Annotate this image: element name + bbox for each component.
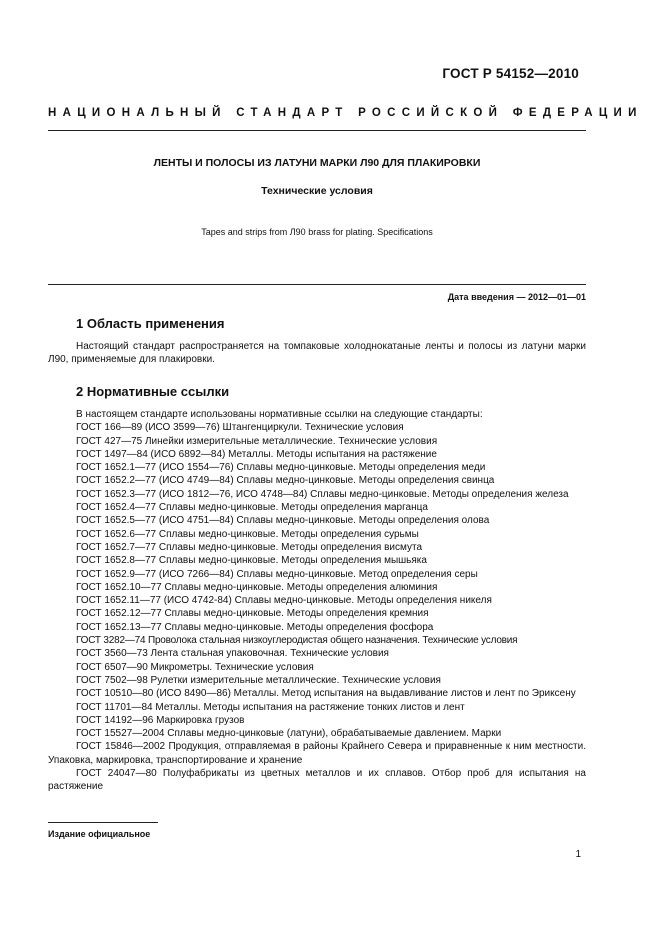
- reference-item: ГОСТ 1652.8—77 Сплавы медно-цинковые. Методы определения мышьяка: [76, 555, 427, 567]
- document-title: ЛЕНТЫ И ПОЛОСЫ ИЗ ЛАТУНИ МАРКИ Л90 ДЛЯ ПЛАКИРОВКИ: [153, 157, 481, 169]
- introduction-date: Дата введения — 2012—01—01: [447, 292, 586, 302]
- section-intro: В настоящем стандарте использованы нормативные ссылки на следующие стандарты:: [76, 409, 483, 420]
- gost-code: ГОСТ Р 54152—2010: [442, 66, 579, 81]
- reference-item: ГОСТ 1652.3—77 (ИСО 1812—76, ИСО 4748—84) Сплавы медно-цинковые. Методы определения железа: [76, 488, 569, 500]
- reference-item: ГОСТ 15846—2002 Продукция, отправляемая в районы Крайнего Севера и приравненные к ним местности. Упаковка, маркировка, транспортирование и хранение: [48, 741, 586, 766]
- reference-item: ГОСТ 3282—74 Проволока стальная низкоуглеродистая общего назначения. Технические условия: [76, 635, 518, 647]
- national-standard-heading: НАЦИОНАЛЬНЫЙ СТАНДАРТ РОССИЙСКОЙ ФЕДЕРАЦИИ: [48, 107, 643, 119]
- title-divider: [48, 284, 586, 285]
- footer-divider: [48, 822, 158, 823]
- reference-item: ГОСТ 1652.9—77 (ИСО 7266—84) Сплавы медно-цинковые. Метод определения серы: [76, 568, 478, 580]
- reference-item: ГОСТ 1652.11—77 (ИСО 4742-84) Сплавы медно-цинковые. Методы определения никеля: [76, 595, 492, 607]
- official-edition-label: Издание официальное: [48, 829, 151, 839]
- reference-item: ГОСТ 1652.10—77 Сплавы медно-цинковые. Методы определения алюминия: [76, 581, 438, 593]
- reference-item: ГОСТ 14192—96 Маркировка грузов: [76, 714, 245, 726]
- reference-item: ГОСТ 1652.13—77 Сплавы медно-цинковые. Методы определения фосфора: [76, 621, 434, 633]
- english-title: Tapes and strips from Л90 brass for plating. Specifications: [201, 227, 433, 237]
- section-heading: 2 Нормативные ссылки: [76, 384, 230, 399]
- reference-item: ГОСТ 1652.5—77 (ИСО 4751—84) Сплавы медно-цинковые. Методы определения олова: [76, 515, 490, 527]
- reference-list: [48, 421, 586, 793]
- reference-item: ГОСТ 7502—98 Рулетки измерительные металлические. Технические условия: [76, 674, 441, 686]
- reference-item: ГОСТ 15527—2004 Сплавы медно-цинковые (латуни), обрабатываемые давлением. Марки: [76, 728, 502, 740]
- top-divider: [48, 130, 586, 131]
- reference-item: ГОСТ 1652.2—77 (ИСО 4749—84) Сплавы медно-цинковые. Методы определения свинца: [76, 475, 495, 487]
- reference-item: ГОСТ 1652.4—77 Сплавы медно-цинковые. Методы определения марганца: [76, 502, 428, 514]
- document-subtitle: Технические условия: [261, 185, 373, 197]
- reference-item: ГОСТ 10510—80 (ИСО 8490—86) Металлы. Метод испытания на выдавливание листов и лент по Эриксену: [76, 688, 576, 700]
- reference-item: ГОСТ 1652.6—77 Сплавы медно-цинковые. Методы определения сурьмы: [76, 528, 419, 540]
- section-paragraph: Настоящий стандарт распространяется на томпаковые холоднокатаные ленты и полосы из латуни марки Л90, применяемые для плакировки.: [48, 341, 586, 365]
- reference-item: ГОСТ 1652.12—77 Сплавы медно-цинковые. Методы определения кремния: [76, 608, 429, 620]
- reference-item: ГОСТ 1652.7—77 Сплавы медно-цинковые. Методы определения висмута: [76, 541, 423, 553]
- reference-item: ГОСТ 427—75 Линейки измерительные металлические. Технические условия: [76, 435, 438, 447]
- reference-item: ГОСТ 1497—84 (ИСО 6892—84) Металлы. Методы испытания на растяжение: [76, 448, 437, 460]
- reference-item: ГОСТ 1652.1—77 (ИСО 1554—76) Сплавы медно-цинковые. Методы определения меди: [76, 462, 486, 474]
- reference-item: ГОСТ 6507—90 Микрометры. Технические условия: [76, 661, 314, 673]
- reference-item: ГОСТ 166—89 (ИСО 3599—76) Штангенциркули. Технические условия: [76, 422, 404, 434]
- section-normative-references: [48, 384, 586, 794]
- reference-item: ГОСТ 3560—73 Лента стальная упаковочная. Технические условия: [76, 648, 389, 660]
- reference-item: ГОСТ 24047—80 Полуфабрикаты из цветных металлов и их сплавов. Отбор проб для испытания на растяжение: [48, 768, 586, 793]
- page-number: 1: [575, 849, 581, 860]
- section-heading: 1 Область применения: [76, 316, 225, 331]
- section-scope: [48, 316, 586, 366]
- reference-item: ГОСТ 11701—84 Металлы. Методы испытания на растяжение тонких листов и лент: [76, 701, 465, 713]
